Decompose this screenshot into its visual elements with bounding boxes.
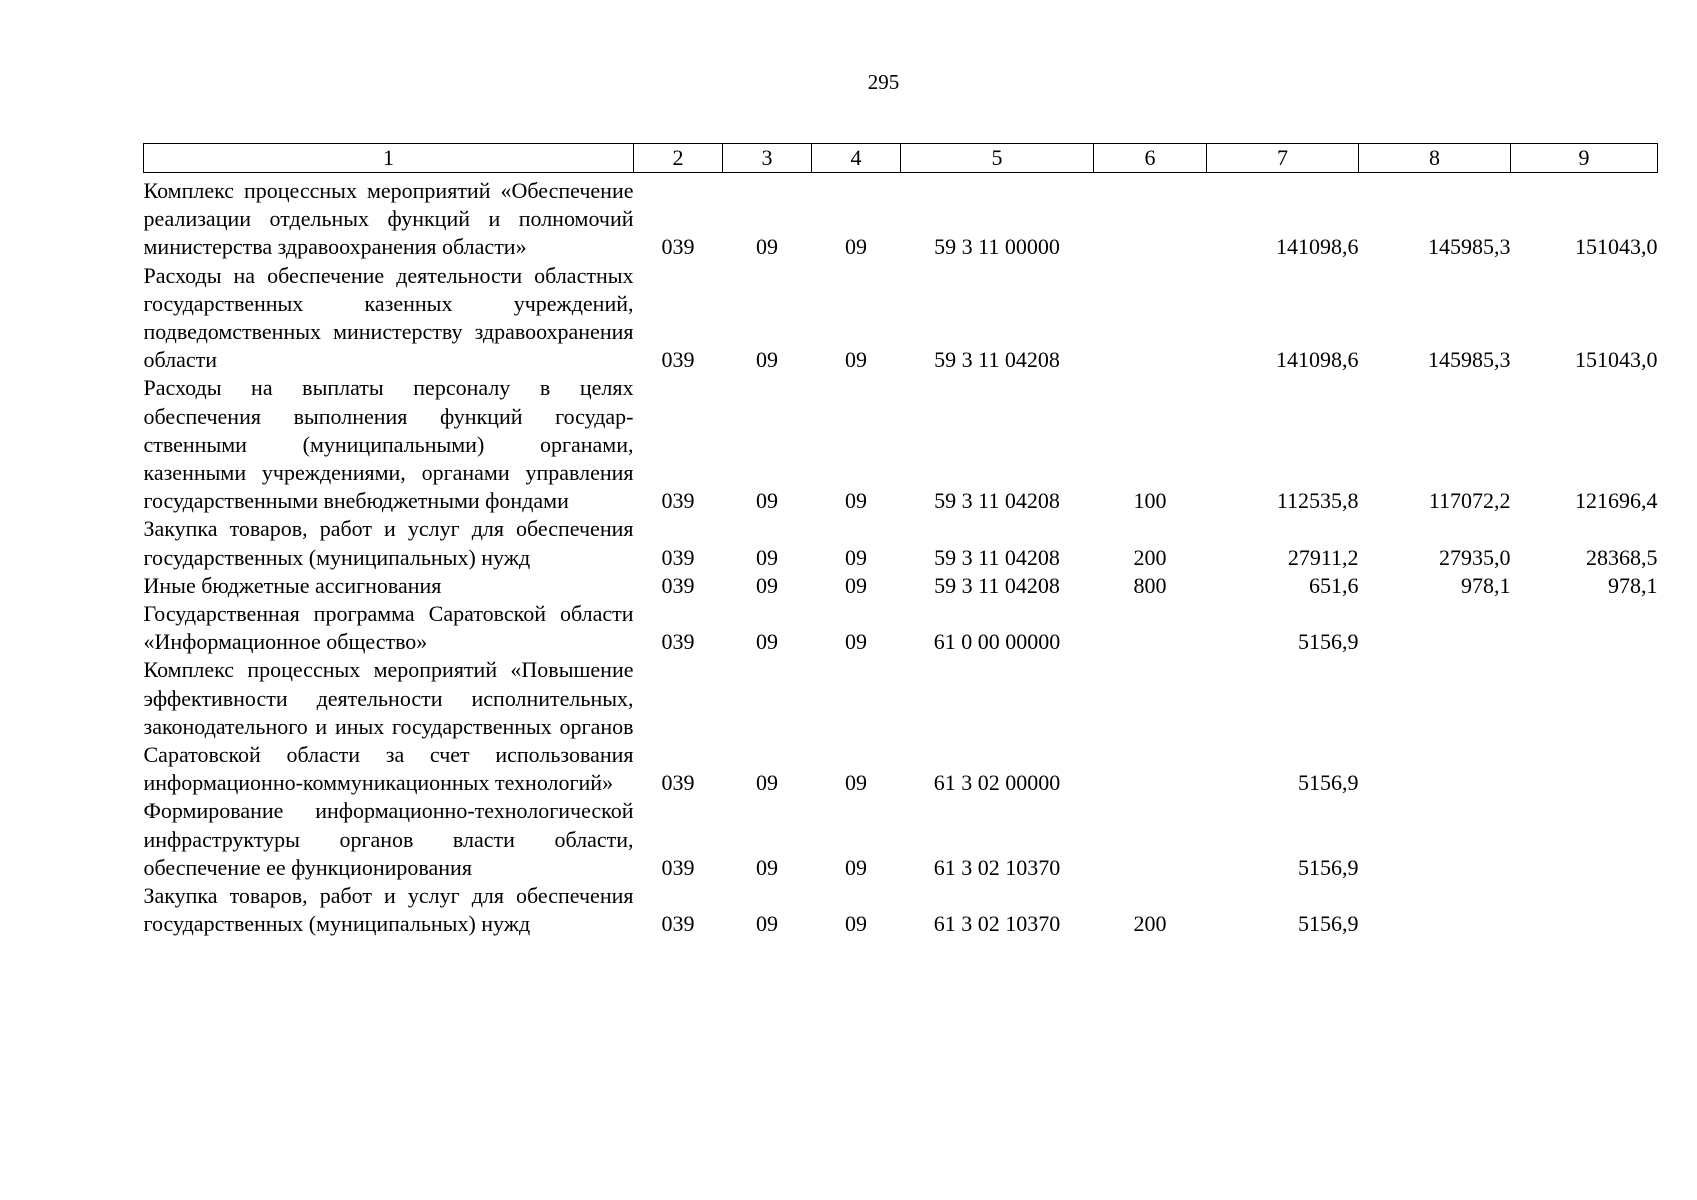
item-name: Комплекс процессных мероприятий «Обеспечение реализации отдельных функций и полномочий министерства здравоохранения области» bbox=[143, 178, 634, 260]
section-code: 09 bbox=[756, 770, 778, 796]
section-code: 09 bbox=[756, 488, 778, 514]
amount-col8 bbox=[1359, 882, 1511, 938]
ministry-code: 039 bbox=[661, 347, 695, 373]
subsection-code: 09 bbox=[845, 629, 867, 655]
column-header: 8 bbox=[1359, 144, 1511, 173]
amount-col9 bbox=[1511, 656, 1658, 797]
amount-col9 bbox=[1511, 797, 1658, 882]
subsection-code: 09 bbox=[845, 572, 867, 598]
ministry-code: 039 bbox=[661, 854, 695, 880]
expense-type-code: 800 bbox=[1133, 572, 1167, 598]
item-name: Иные бюджетные ассигнования bbox=[143, 572, 442, 598]
amount-col7: 141098,6 bbox=[1276, 234, 1359, 260]
expense-type-code bbox=[1094, 797, 1207, 882]
ministry-code: 039 bbox=[661, 572, 695, 598]
amount-col8: 117072,2 bbox=[1428, 488, 1511, 514]
amount-col9 bbox=[1511, 600, 1658, 656]
amount-col7: 5156,9 bbox=[1298, 629, 1359, 655]
ministry-code: 039 bbox=[661, 234, 695, 260]
item-name: Закупка товаров, работ и услуг для обеспечения государственных (муниципальных) нужд bbox=[143, 883, 634, 937]
amount-col9: 121696,4 bbox=[1575, 488, 1658, 514]
subsection-code: 09 bbox=[845, 347, 867, 373]
subsection-code: 09 bbox=[845, 234, 867, 260]
expense-type-code: 200 bbox=[1133, 544, 1167, 570]
table-row bbox=[144, 600, 1658, 656]
subsection-code: 09 bbox=[845, 911, 867, 937]
column-header: 9 bbox=[1511, 144, 1658, 173]
subsection-code: 09 bbox=[845, 488, 867, 514]
section-code: 09 bbox=[756, 544, 778, 570]
amount-col8 bbox=[1359, 600, 1511, 656]
amount-col8: 145985,3 bbox=[1428, 347, 1511, 373]
ministry-code: 039 bbox=[661, 770, 695, 796]
expense-type-code: 200 bbox=[1133, 911, 1167, 937]
section-code: 09 bbox=[756, 854, 778, 880]
amount-col7: 5156,9 bbox=[1298, 911, 1359, 937]
table-row bbox=[144, 173, 1658, 262]
amount-col9: 151043,0 bbox=[1575, 234, 1658, 260]
amount-col9: 28368,5 bbox=[1586, 544, 1658, 570]
section-code: 09 bbox=[756, 629, 778, 655]
amount-col7: 141098,6 bbox=[1276, 347, 1359, 373]
expense-type-code bbox=[1094, 656, 1207, 797]
amount-col7: 5156,9 bbox=[1298, 854, 1359, 880]
expense-type-code: 100 bbox=[1133, 488, 1167, 514]
ministry-code: 039 bbox=[661, 488, 695, 514]
column-header: 7 bbox=[1207, 144, 1359, 173]
column-header: 3 bbox=[723, 144, 812, 173]
subsection-code: 09 bbox=[845, 544, 867, 570]
table-row bbox=[144, 882, 1658, 938]
table-row bbox=[144, 656, 1658, 797]
item-name: Расходы на выплаты персоналу в целях обеспечения выполнения функций государственными (муниципальными) органами, казенными учреждениями, органами управления государственными внебюджетными фондами bbox=[143, 375, 634, 514]
target-code: 59 3 11 00000 bbox=[934, 234, 1060, 260]
column-header: 5 bbox=[901, 144, 1094, 173]
target-code: 61 3 02 10370 bbox=[933, 911, 1061, 937]
table-row bbox=[144, 572, 1658, 600]
column-header: 1 bbox=[144, 144, 634, 173]
item-name: Государственная программа Саратовской области «Информационное общество» bbox=[143, 601, 634, 655]
item-name: Комплекс процессных мероприятий «Повышение эффективности деятельности исполнительных, законодательного и иных государственных органов Саратовской области за счет использования информационно-коммуникационных технологий» bbox=[143, 657, 634, 796]
section-code: 09 bbox=[756, 911, 778, 937]
amount-col8 bbox=[1359, 656, 1511, 797]
amount-col7: 651,6 bbox=[1309, 572, 1359, 598]
table-row bbox=[144, 797, 1658, 882]
column-header: 2 bbox=[634, 144, 723, 173]
section-code: 09 bbox=[756, 234, 778, 260]
amount-col9 bbox=[1511, 882, 1658, 938]
ministry-code: 039 bbox=[661, 629, 695, 655]
amount-col7: 27911,2 bbox=[1287, 544, 1359, 570]
target-code: 61 3 02 10370 bbox=[933, 854, 1061, 880]
subsection-code: 09 bbox=[845, 770, 867, 796]
table-row bbox=[144, 262, 1658, 375]
expense-type-code bbox=[1094, 173, 1207, 262]
expense-type-code bbox=[1094, 600, 1207, 656]
table-row bbox=[144, 374, 1658, 515]
amount-col9: 978,1 bbox=[1608, 572, 1658, 598]
ministry-code: 039 bbox=[661, 911, 695, 937]
amount-col9: 151043,0 bbox=[1575, 347, 1658, 373]
target-code: 59 3 11 04208 bbox=[934, 488, 1060, 514]
subsection-code: 09 bbox=[845, 854, 867, 880]
amount-col8 bbox=[1359, 797, 1511, 882]
target-code: 61 3 02 00000 bbox=[933, 770, 1061, 796]
amount-col7: 5156,9 bbox=[1298, 770, 1359, 796]
ministry-code: 039 bbox=[661, 544, 695, 570]
table-row bbox=[144, 515, 1658, 571]
target-code: 61 0 00 00000 bbox=[933, 629, 1061, 655]
target-code: 59 3 11 04208 bbox=[934, 572, 1060, 598]
amount-col8: 978,1 bbox=[1461, 572, 1511, 598]
target-code: 59 3 11 04208 bbox=[934, 544, 1060, 570]
column-header: 6 bbox=[1094, 144, 1207, 173]
amount-col7: 112535,8 bbox=[1276, 488, 1359, 514]
target-code: 59 3 11 04208 bbox=[934, 347, 1060, 373]
amount-col8: 145985,3 bbox=[1428, 234, 1511, 260]
page-number: 295 bbox=[867, 70, 900, 94]
section-code: 09 bbox=[756, 572, 778, 598]
section-code: 09 bbox=[756, 347, 778, 373]
item-name: Закупка товаров, работ и услуг для обеспечения государственных (муниципальных) нужд bbox=[143, 516, 634, 570]
budget-table bbox=[143, 143, 1658, 938]
expense-type-code bbox=[1094, 262, 1207, 375]
item-name: Расходы на обеспечение деятельности областных государственных казенных учреждений, подведомственных министерству здравоохранения области bbox=[143, 262, 634, 373]
column-number-row bbox=[144, 144, 1658, 173]
column-header: 4 bbox=[812, 144, 901, 173]
item-name: Формирование информационно-технологической инфраструктуры органов власти области, обеспечение ее функционирования bbox=[143, 798, 634, 880]
amount-col8: 27935,0 bbox=[1439, 544, 1511, 570]
